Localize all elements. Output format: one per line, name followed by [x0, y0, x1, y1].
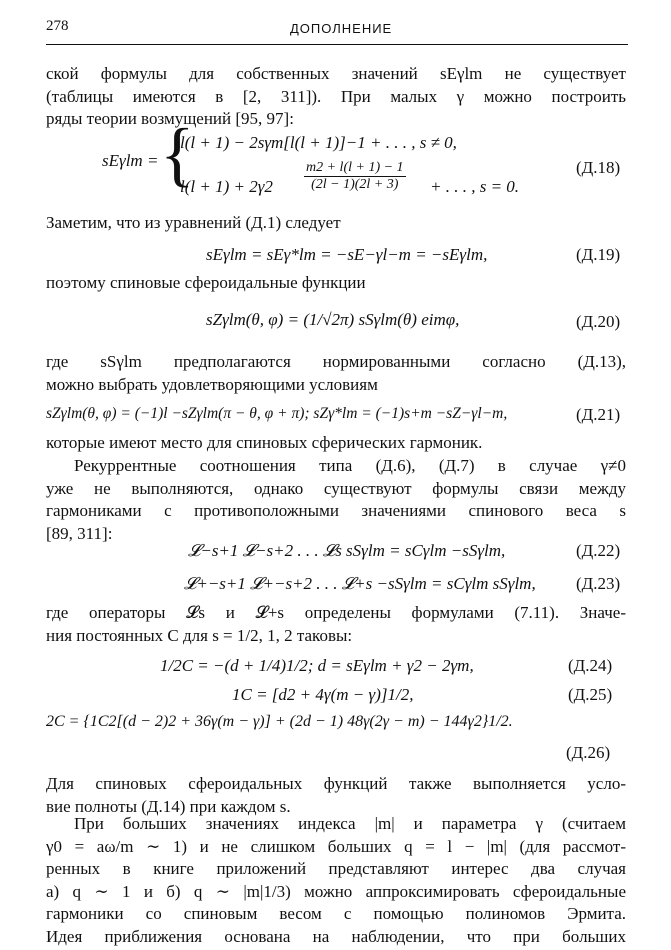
equation-number: (Д.19) — [576, 245, 621, 264]
equation-d21: sZγlm(θ, φ) = (−1)l −sZγlm(π − θ, φ + π); sZγ*lm = (−1)s+m −sZ−γl−m, — [46, 405, 508, 422]
equation-d18-case2-tail: + . . . , s = 0. — [430, 177, 520, 196]
equation-d20: sZγlm(θ, φ) = (1/√2π) sSγlm(θ) eimφ, — [206, 310, 460, 329]
text-line: ской формулы для собственных значений sEγlm не существует — [46, 64, 626, 83]
page-number: 278 — [46, 18, 69, 34]
paragraph-intro — [46, 63, 626, 131]
paragraph — [46, 212, 626, 235]
text-line: можно выбрать удовлетворяющими условиям — [46, 374, 378, 394]
equation-d25: 1C = [d2 + 4γ(m − γ)]1/2, — [232, 685, 414, 704]
text-line: ния постоянных C для s = 1/2, 1, 2 таковы: — [46, 625, 353, 645]
equation-number: (Д.26) — [566, 743, 611, 762]
running-title: ДОПОЛНЕНИЕ — [290, 21, 393, 36]
equation-number: (Д.21) — [576, 405, 621, 424]
text-line: Рекуррентные соотношения типа (Д.6), (Д.7) в случае γ≠0 — [74, 456, 626, 475]
text-line: Идея приближения основана на наблюдении, что при больших — [46, 926, 626, 946]
text-line: гармоники со спиновым весом с помощью полиномов Эрмита. — [46, 904, 626, 923]
equation-d23: 𝓛+−s+1 𝓛+−s+2 . . . 𝓛+s −sSγlm = sCγlm sSγlm, — [184, 574, 536, 593]
paragraph — [46, 602, 626, 647]
equation-d18-case1: l(l + 1) − 2sγm[l(l + 1)]−1 + . . . , s ≠ 0, — [180, 133, 457, 152]
text-line: Заметим, что из уравнений (Д.1) следует — [46, 213, 341, 232]
equation-number: (Д.23) — [576, 574, 621, 593]
text-line: (таблицы имеются в [2, 311]). При малых γ можно построить — [46, 86, 626, 106]
paragraph — [46, 813, 626, 948]
equation-brace: { — [160, 114, 195, 194]
text-line: поэтому спиновые сфероидальные функции — [46, 273, 366, 292]
equation-d19: sEγlm = sEγ*lm = −sE−γl−m = −sEγlm, — [206, 245, 488, 264]
paragraph — [46, 272, 626, 295]
text-line: [89, 311]: — [46, 523, 113, 543]
equation-d18-fraction — [304, 160, 406, 193]
text-line: γ0 = aω/m ∼ 1) и не слишком больших q = l − |m| (для рассмот- — [46, 836, 626, 856]
equation-number: (Д.22) — [576, 541, 621, 560]
text-line: Для спиновых сфероидальных функций также выполняется усло- — [46, 774, 626, 793]
equation-number: (Д.20) — [576, 312, 621, 331]
equation-number: (Д.18) — [576, 158, 621, 177]
equation-d18-case2-head: l(l + 1) + 2γ2 — [180, 177, 273, 196]
text-line: ренных в книге приложений представляют интерес два случая — [46, 859, 626, 878]
text-line: а) q ∼ 1 и б) q ∼ |m|1/3) можно аппроксимировать сфероидальные — [46, 881, 626, 901]
text-line: гармониками с противоположными значениями спинового веса s — [46, 501, 626, 520]
text-line: При больших значениях индекса |m| и параметра γ (считаем — [74, 814, 626, 833]
fraction-denominator: (2l − 1)(2l + 3) — [311, 177, 399, 192]
text-line: уже не выполняются, однако существуют формулы связи между — [46, 478, 626, 498]
equation-d22: 𝓛−s+1 𝓛−s+2 . . . 𝓛s sSγlm = sCγlm −sSγlm, — [188, 541, 506, 560]
fraction-numerator: m2 + l(l + 1) − 1 — [306, 160, 404, 175]
text-line: где операторы 𝓛s и 𝓛+s определены формулами (7.11). Значе- — [46, 603, 626, 622]
equation-d18-lhs: sEγlm = — [102, 151, 159, 170]
text-line: ряды теории возмущений [95, 97]: — [46, 109, 294, 128]
equation-d26: 2C = {1C2[(d − 2)2 + 36γ(m − γ)] + (2d − 1) 48γ(2γ − m) − 144γ2}1/2. — [46, 713, 513, 730]
paragraph — [46, 432, 626, 455]
text-line: которые имеют место для спиновых сферических гармоник. — [46, 433, 483, 452]
equation-number: (Д.24) — [568, 656, 613, 675]
text-line: вие полноты (Д.14) при каждом s. — [46, 796, 291, 816]
text-line: где sSγlm предполагаются нормированными согласно (Д.13), — [46, 352, 626, 371]
equation-d24: 1/2C = −(d + 1/4)1/2; d = sEγlm + γ2 − 2γm, — [160, 656, 474, 675]
paragraph — [46, 351, 626, 396]
equation-number: (Д.25) — [568, 685, 613, 704]
paragraph — [46, 773, 626, 818]
header-rule — [46, 44, 628, 45]
paragraph — [46, 455, 626, 545]
